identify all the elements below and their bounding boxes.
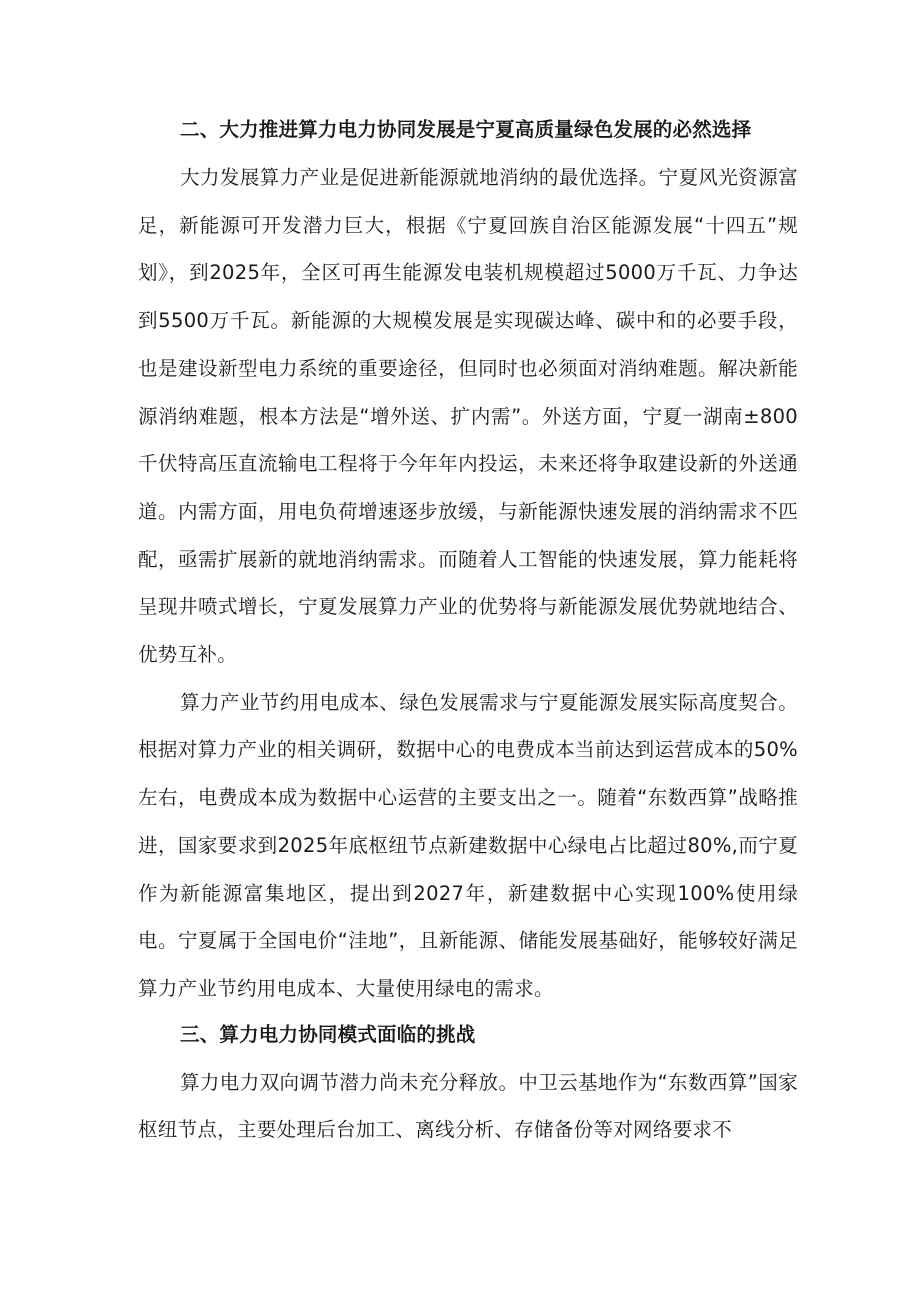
section-2-heading: 二、大力推进算力电力协同发展是宁夏高质量绿色发展的必然选择	[180, 118, 752, 141]
section-3-heading: 三、算力电力协同模式面临的挑战	[180, 1022, 476, 1046]
section-2-paragraph-1: 大力发展算力产业是促进新能源就地消纳的最优选择。宁夏风光资源富足，新能源可开发潜力巨大，根据《宁夏回族自治区能源发展“十四五”规划》，到2025年，全区可再生能源发电装机规模超过5000万千瓦、力争达到5500万千瓦。新能源的大规模发展是实现碳达峰、碳中和的必要手段，也是建设新型电力系统的重要途径，但同时也必须面对消纳难题。解决新能源消纳难题，根本方法是“增外送、扩内需”。外送方面，宁夏一湖南±800千伏特高压直流输电工程将于今年年内投运，未来还将争取建设新的外送通道。内需方面，用电负荷增速逐步放缓，与新能源快速发展的消纳需求不匹配，亟需扩展新的就地消纳需求。而随着人工智能的快速发展，算力能耗将呈现井喷式增长，宁夏发展算力产业的优势将与新能源发展优势就地结合、优势互补。	[138, 166, 798, 667]
section-3-paragraph-1: 算力电力双向调节潜力尚未充分释放。中卫云基地作为“东数西算”国家枢纽节点，主要处理后台加工、离线分析、存储备份等对网络要求不	[138, 1070, 798, 1142]
section-2-paragraph-2: 算力产业节约用电成本、绿色发展需求与宁夏能源发展实际高度契合。根据对算力产业的相关调研，数据中心的电费成本当前达到运营成本的50%左右，电费成本成为数据中心运营的主要支出之一。随着“东数西算”战略推进，国家要求到2025年底枢纽节点新建数据中心绿电占比超过80%,而宁夏作为新能源富集地区，提出到2027年，新建数据中心实现100%使用绿电。宁夏属于全国电价“洼地”，且新能源、储能发展基础好，能够较好满足算力产业节约用电成本、大量使用绿电的需求。	[138, 690, 798, 1000]
document-body	[138, 108, 798, 1154]
